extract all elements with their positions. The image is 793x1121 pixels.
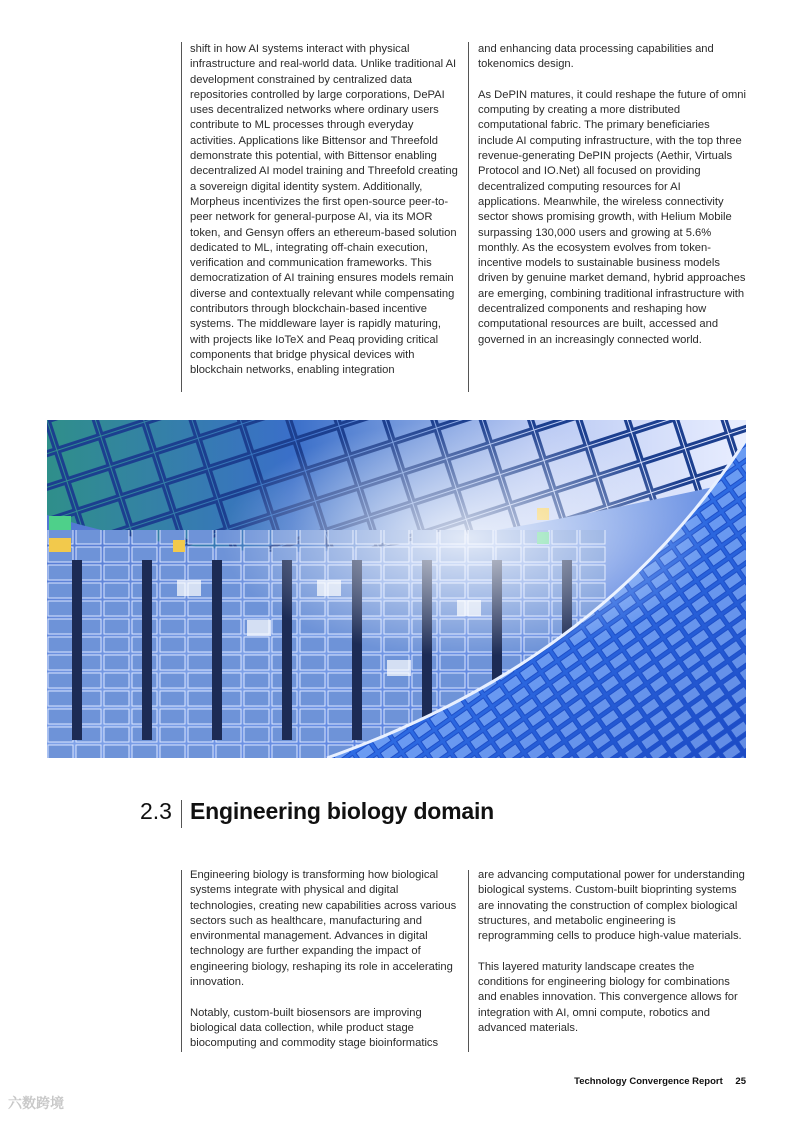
paragraph: shift in how AI systems interact with physical infrastructure and real-world data. Unlike traditional AI development constrained by centralized data repositories controlled by large corporations, DePAI uses decentralized networks where ordinary users contribute to ML processes through everyday activities. Applications like Bittensor and Threefold demonstrate this potential, with Bittensor enabling decentralized AI model training and Threefold creating a sovereign digital identity system. Additionally, Morpheus incentivizes the first open-source peer-to-peer network for general-purpose AI, via its MOR token, and Gensyn offers an ethereum-based solution dedicated to ML, integrating off-chain execution, verification and communication frameworks. This democratization of AI training ensures models remain diverse and contextually relevant while compensating contributors through blockchain-based incentive systems. The middleware layer is rapidly maturing, with projects like IoTeX and Peaq providing critical components that bridge physical devices with blockchain networks, enabling integration — [190, 43, 458, 377]
paragraph: are advancing computational power for understanding biological systems. Custom-built bioprinting systems are innovating the construction of complex biological structures, and metabolic engineering is reprogramming cells to produce high-value materials. — [478, 869, 745, 943]
paragraph: Notably, custom-built biosensors are improving biological data collection, while product stage biocomputing and commodity stage bioinformatics — [190, 1006, 439, 1050]
section-number: 2.3 — [140, 798, 172, 824]
body-column-bottom-left — [190, 868, 460, 1067]
paragraph: As DePIN matures, it could reshape the future of omni computing by creating a more distributed computational fabric. The primary beneficiaries include AI computing infrastructure, with the top three revenue-generating DePIN projects (Aethir, Virtuals Protocol and IO.Net) all focused on providing decentralized computing resources for AI applications. Meanwhile, the wireless connectivity sector shows promising growth, with Helium Mobile surpassing 130,000 users and growing at 5.6% monthly. As the ecosystem evolves from token-incentive models to sustainable business models driven by genuine market demand, hybrid approaches are emerging, combining traditional infrastructure with decentralized components and reshaping how computational resources are built, accessed and governed in an increasingly connected world. — [478, 88, 747, 346]
column-rule — [468, 870, 469, 1052]
column-rule — [181, 870, 182, 1052]
body-column-bottom-right — [478, 868, 746, 1052]
paragraph: Engineering biology is transforming how biological systems integrate with physical and digital technologies, creating new capabilities across various sectors such as healthcare, manufacturing and environmental management. Advances in digital technology are further expanding the impact of engineering biology, reshaping its role in accelerating innovation. — [190, 869, 457, 989]
body-column-top-left — [190, 42, 458, 394]
paragraph: This layered maturity landscape creates the conditions for engineering biology for combinations and enables innovation. This convergence allows for integration with AI, omni compute, robotics and advanced materials. — [478, 960, 738, 1034]
page-footer — [574, 1076, 746, 1087]
body-column-top-right — [478, 42, 746, 363]
column-rule — [468, 42, 469, 392]
heading-rule — [181, 800, 182, 828]
column-rule — [181, 42, 182, 392]
watermark-logo: 六数跨境 — [8, 1095, 64, 1111]
silicon-wafer-image — [47, 420, 746, 758]
page-number: 25 — [735, 1076, 746, 1087]
section-title: Engineering biology domain — [190, 798, 495, 824]
paragraph: and enhancing data processing capabilities and tokenomics design. — [478, 43, 714, 71]
footer-title: Technology Convergence Report — [574, 1076, 723, 1087]
